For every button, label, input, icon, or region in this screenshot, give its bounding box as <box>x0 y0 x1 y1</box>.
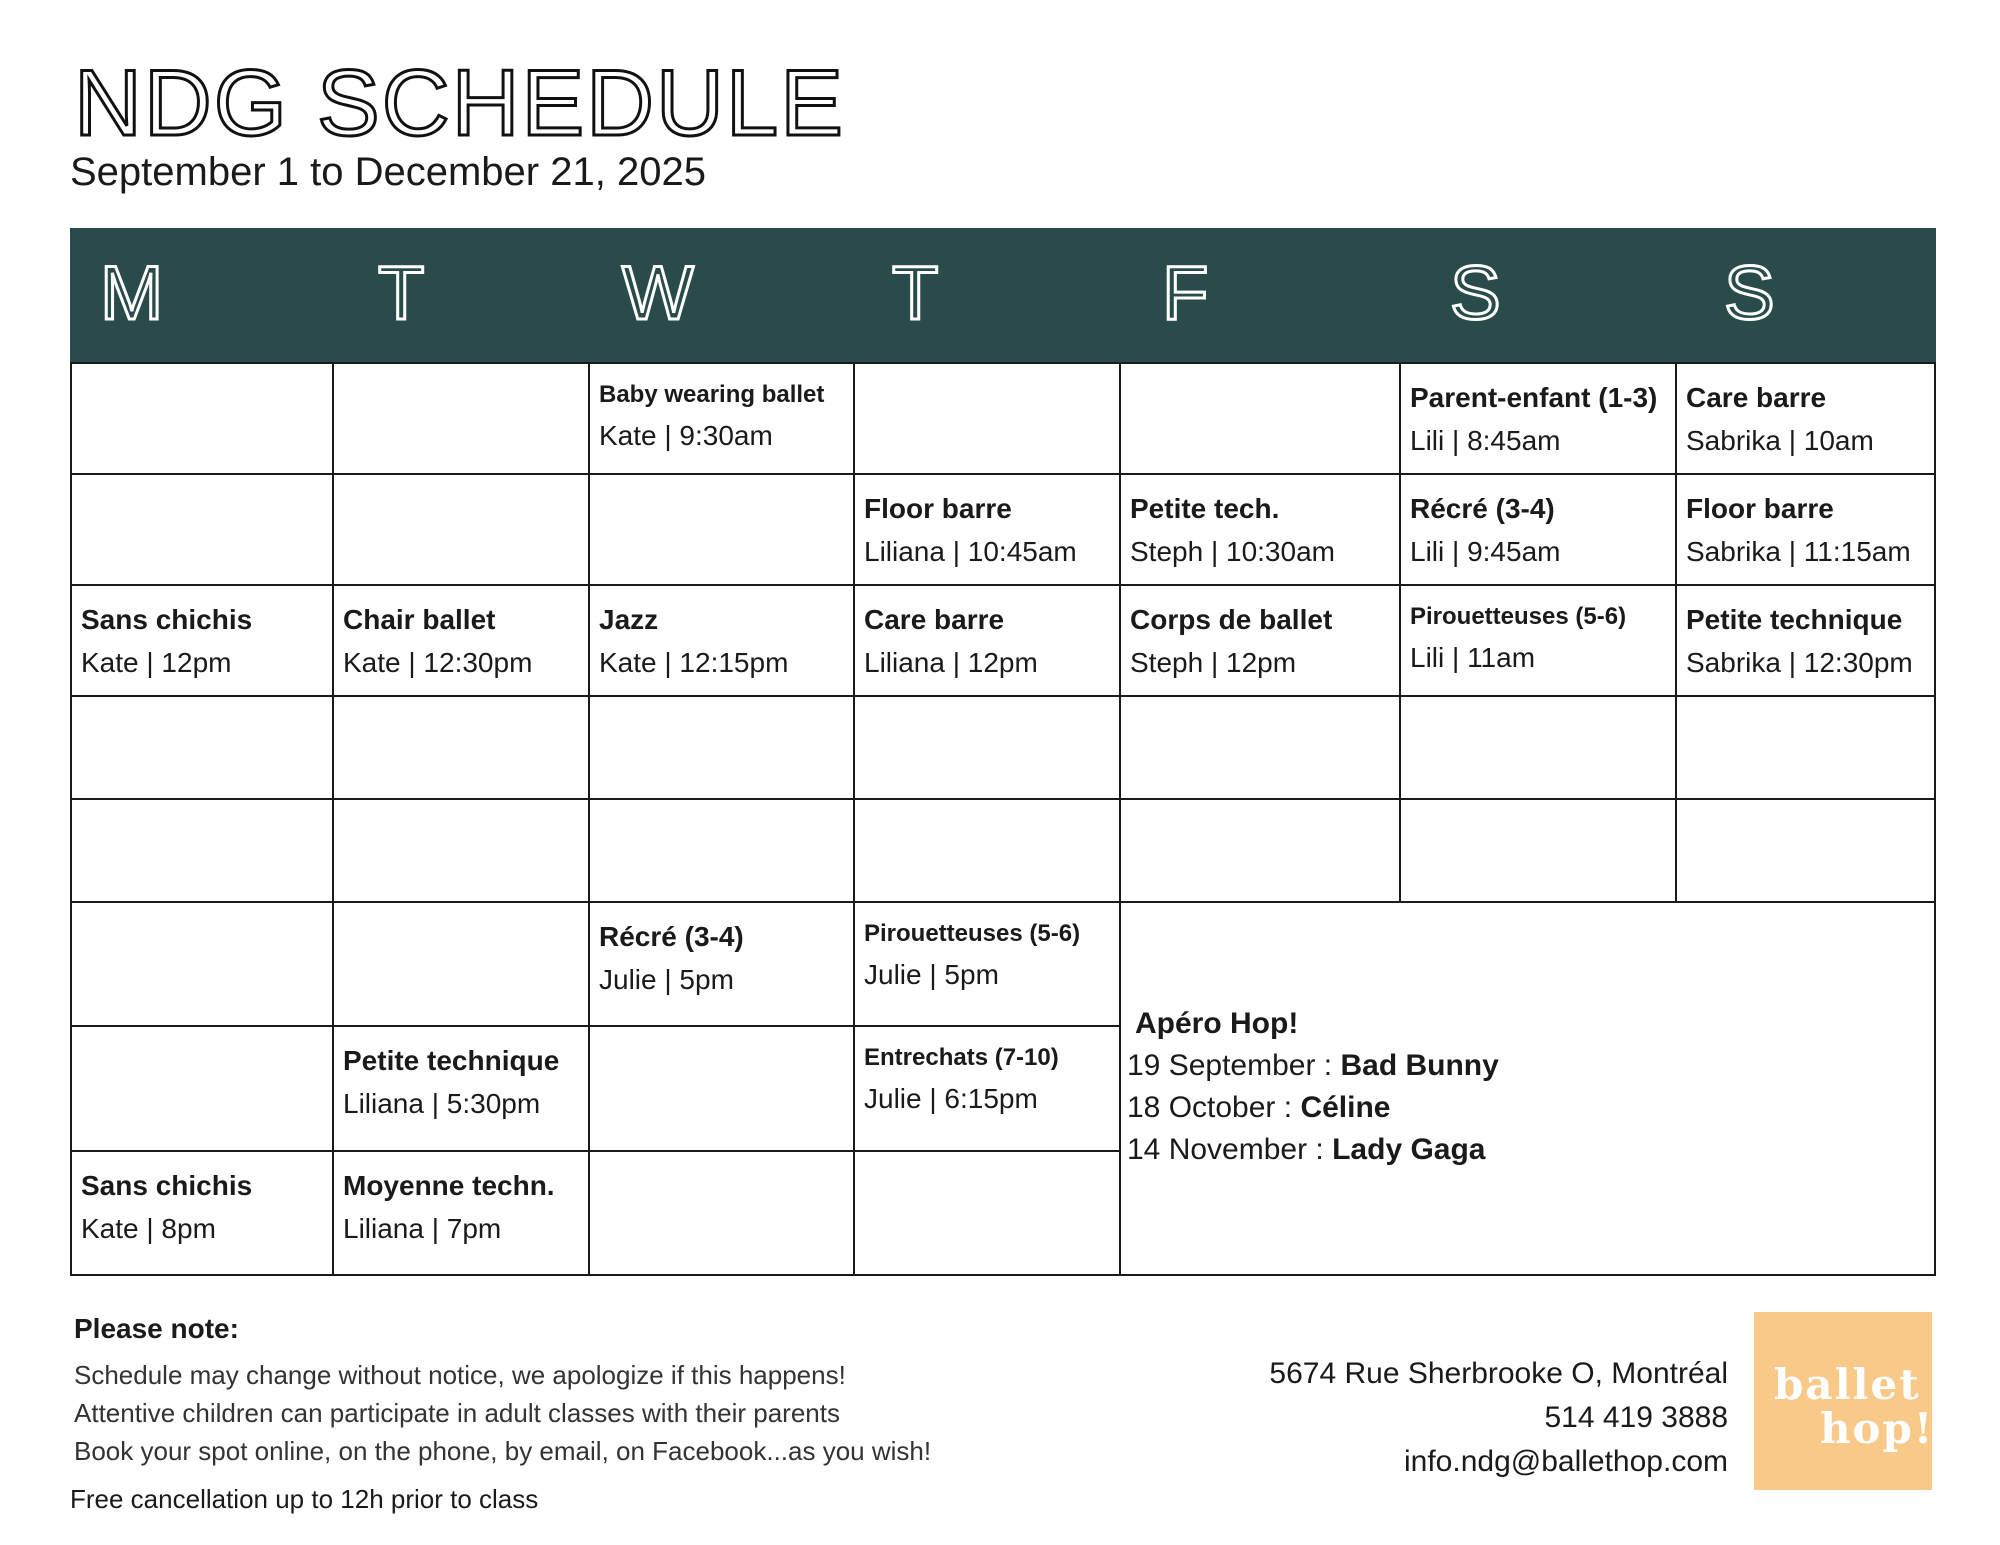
class-name: Floor barre <box>1686 493 1834 524</box>
apero-artist: Céline <box>1300 1091 1391 1124</box>
class-name: Entrechats (7-10) <box>864 1044 1059 1071</box>
empty-slot <box>590 1152 855 1274</box>
empty-slot <box>72 903 334 1027</box>
empty-slot <box>855 364 1121 475</box>
class-name: Care barre <box>864 604 1005 635</box>
empty-slot <box>334 364 590 475</box>
class-info: Steph | 12pm <box>1130 646 1297 678</box>
class-slot <box>590 903 855 1027</box>
class-name: Pirouetteuses (5-6) <box>864 920 1081 947</box>
empty-slot <box>855 800 1121 903</box>
class-name: Petite technique <box>1686 604 1903 635</box>
apero-hop-panel <box>1127 1003 1499 1171</box>
class-name: Petite tech. <box>1130 493 1280 524</box>
empty-slot <box>334 903 590 1027</box>
empty-slot <box>72 1027 334 1152</box>
class-name: Care barre <box>1686 382 1827 413</box>
empty-slot <box>72 364 334 475</box>
empty-slot <box>1401 697 1677 800</box>
class-name: Récré (3-4) <box>599 921 744 952</box>
class-name: Sans chichis <box>81 604 253 635</box>
apero-artist: Lady Gaga <box>1332 1133 1486 1166</box>
empty-slot <box>1121 364 1401 475</box>
class-info: Lili | 9:45am <box>1410 535 1561 567</box>
class-name: Pirouetteuses (5-6) <box>1410 603 1627 630</box>
day-monday: M <box>100 251 164 336</box>
empty-slot <box>334 697 590 800</box>
class-slot <box>1677 475 1936 586</box>
class-slot <box>855 475 1121 586</box>
class-slot <box>1401 586 1677 697</box>
day-sunday: S <box>1724 251 1775 336</box>
empty-slot <box>1401 800 1677 903</box>
apero-date: 18 October : <box>1127 1091 1293 1124</box>
cancellation-policy: Free cancellation up to 12h prior to class <box>70 1484 539 1514</box>
class-name: Chair ballet <box>343 604 496 635</box>
logo-line-2: hop! <box>1820 1404 1935 1453</box>
empty-slot <box>1677 697 1936 800</box>
address: 5674 Rue Sherbrooke O, Montréal <box>1269 1357 1728 1390</box>
class-info: Julie | 5pm <box>864 958 999 990</box>
day-saturday: S <box>1450 251 1501 336</box>
class-info: Liliana | 12pm <box>864 646 1038 678</box>
empty-slot <box>72 697 334 800</box>
class-slot <box>1121 586 1401 697</box>
class-slot <box>590 586 855 697</box>
apero-date: 14 November : <box>1127 1133 1324 1166</box>
class-info: Kate | 8pm <box>81 1212 216 1244</box>
class-slot <box>1121 475 1401 586</box>
empty-slot <box>855 1152 1121 1274</box>
class-name: Sans chichis <box>81 1170 253 1201</box>
empty-slot <box>855 697 1121 800</box>
class-info: Julie | 5pm <box>599 963 734 995</box>
empty-slot <box>590 697 855 800</box>
class-info: Sabrika | 10am <box>1686 424 1874 456</box>
class-name: Récré (3-4) <box>1410 493 1555 524</box>
class-info: Kate | 9:30am <box>599 419 773 451</box>
empty-slot <box>1121 697 1401 800</box>
empty-slot <box>590 800 855 903</box>
empty-slot <box>72 800 334 903</box>
ballet-hop-logo <box>1754 1312 1935 1490</box>
class-info: Sabrika | 11:15am <box>1686 535 1911 567</box>
day-tuesday: T <box>378 251 425 336</box>
class-slot <box>855 1027 1121 1152</box>
class-slot <box>590 364 855 475</box>
class-slot <box>334 1027 590 1152</box>
class-slot <box>855 903 1121 1027</box>
apero-event <box>1127 1129 1499 1171</box>
class-slot <box>855 586 1121 697</box>
class-slot <box>72 586 334 697</box>
note-line: Attentive children can participate in adult classes with their parents <box>74 1398 840 1428</box>
class-slot <box>72 1152 334 1274</box>
phone-number: 514 419 3888 <box>1544 1401 1728 1434</box>
schedule-grid <box>70 362 1936 1276</box>
day-friday: F <box>1162 251 1209 336</box>
class-info: Steph | 10:30am <box>1130 535 1335 567</box>
empty-slot <box>334 800 590 903</box>
class-info: Julie | 6:15pm <box>864 1082 1038 1114</box>
empty-slot <box>590 475 855 586</box>
class-slot <box>1401 364 1677 475</box>
class-slot <box>1401 475 1677 586</box>
class-slot <box>334 586 590 697</box>
notes-section <box>74 1312 931 1470</box>
empty-slot <box>590 1027 855 1152</box>
class-slot <box>334 1152 590 1274</box>
class-info: Liliana | 7pm <box>343 1212 502 1244</box>
logo-line-1: ballet <box>1774 1360 1921 1409</box>
day-thursday: T <box>892 251 939 336</box>
apero-date: 19 September : <box>1127 1049 1333 1082</box>
contact-info <box>1269 1352 1728 1484</box>
class-name: Petite technique <box>343 1045 560 1076</box>
class-info: Kate | 12:15pm <box>599 646 789 678</box>
date-range: September 1 to December 21, 2025 <box>70 150 706 194</box>
day-wednesday: W <box>622 251 694 336</box>
email-address[interactable]: info.ndg@ballethop.com <box>1404 1445 1728 1478</box>
page-title: NDG SCHEDULE <box>74 50 845 155</box>
class-info: Lili | 8:45am <box>1410 424 1561 456</box>
empty-slot <box>72 475 334 586</box>
empty-slot <box>1677 800 1936 903</box>
class-info: Lili | 11am <box>1410 641 1536 673</box>
empty-slot <box>1121 800 1401 903</box>
class-info: Sabrika | 12:30pm <box>1686 646 1913 678</box>
class-slot <box>1677 586 1936 697</box>
class-slot <box>1677 364 1936 475</box>
class-name: Corps de ballet <box>1130 604 1333 635</box>
apero-event <box>1127 1045 1499 1087</box>
note-line: Book your spot online, on the phone, by email, on Facebook...as you wish! <box>74 1436 932 1466</box>
empty-slot <box>334 475 590 586</box>
class-name: Jazz <box>599 604 659 635</box>
apero-event <box>1127 1087 1499 1129</box>
class-name: Parent-enfant (1-3) <box>1410 382 1658 413</box>
note-line: Schedule may change without notice, we apologize if this happens! <box>74 1360 846 1390</box>
class-name: Baby wearing ballet <box>599 381 825 408</box>
class-info: Liliana | 5:30pm <box>343 1087 541 1119</box>
class-info: Liliana | 10:45am <box>864 535 1077 567</box>
weekday-header-bar <box>70 228 1936 362</box>
apero-artist: Bad Bunny <box>1340 1049 1499 1082</box>
class-info: Kate | 12pm <box>81 646 232 678</box>
class-name: Moyenne techn. <box>343 1170 555 1201</box>
class-info: Kate | 12:30pm <box>343 646 533 678</box>
class-name: Floor barre <box>864 493 1012 524</box>
notes-heading: Please note: <box>74 1313 239 1344</box>
apero-title: Apéro Hop! <box>1135 1007 1299 1040</box>
